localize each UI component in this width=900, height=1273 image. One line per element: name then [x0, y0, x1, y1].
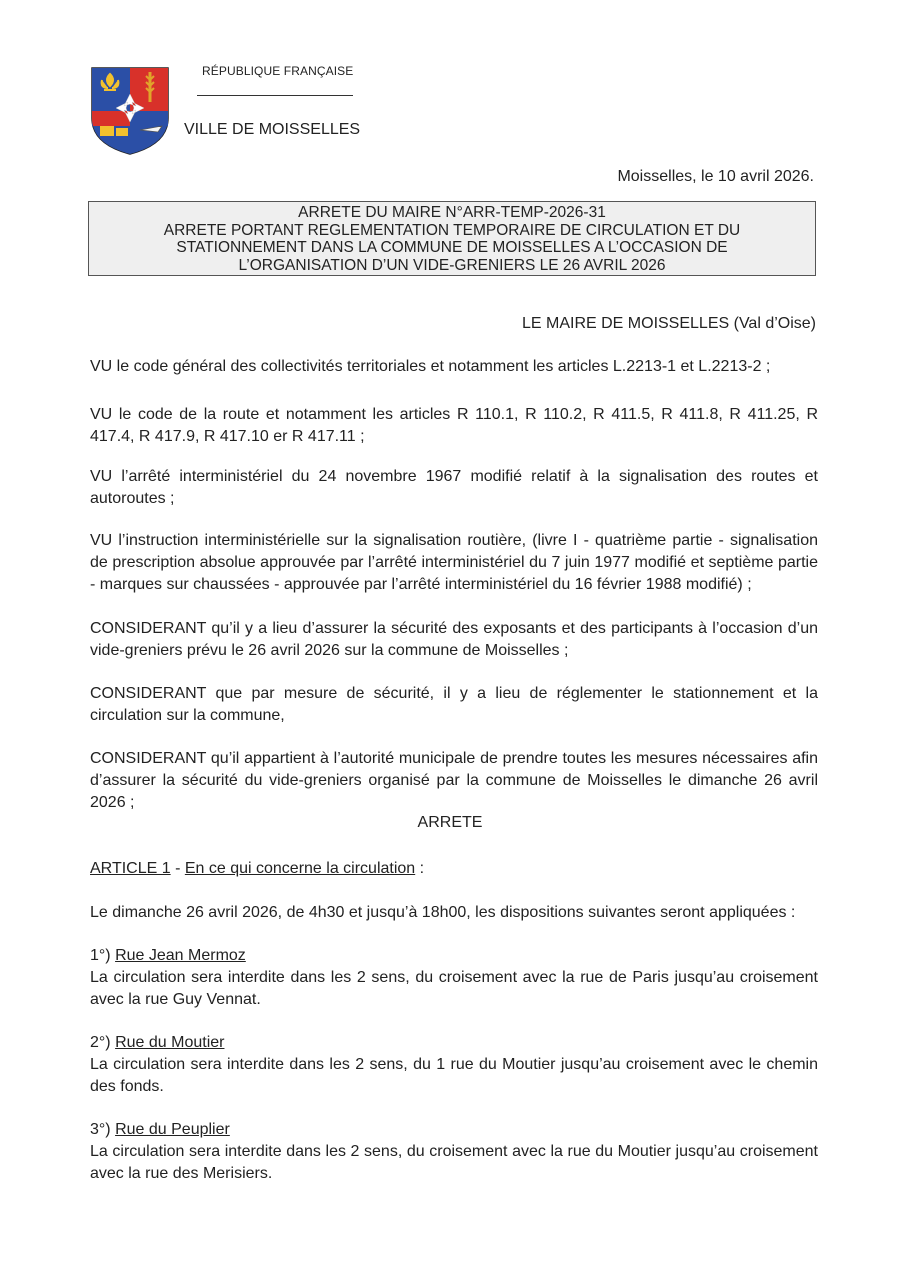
item-number: 3°)	[90, 1121, 111, 1138]
item-street: Rue Jean Mermoz	[115, 947, 246, 964]
ville-name: VILLE DE MOISSELLES	[184, 121, 361, 138]
republique-francaise: RÉPUBLIQUE FRANÇAISE	[202, 64, 354, 78]
consideration-paragraph: CONSIDERANT qu’il y a lieu d’assurer la sécurité des exposants et des participants à l’occasion d’un vide-greniers prévu le 26 avril 2026 sur la commune de Moisselles ;	[90, 620, 818, 659]
item-text: La circulation sera interdite dans les 2 sens, du 1 rue du Moutier jusqu’au croisement avec le chemin des fonds.	[90, 1056, 818, 1095]
arrete-heading: ARRETE	[417, 814, 483, 831]
item-text: La circulation sera interdite dans les 2 sens, du croisement avec la rue du Moutier jusqu’au croisement avec la rue des Merisiers.	[90, 1143, 818, 1182]
title-line: STATIONNEMENT DANS LA COMMUNE DE MOISSELLES A L’OCCASION DE	[176, 239, 728, 256]
title-line: ARRETE PORTANT REGLEMENTATION TEMPORAIRE DE CIRCULATION ET DU	[163, 221, 741, 239]
consideration-paragraph: VU l’arrêté interministériel du 24 novembre 1967 modifié relatif à la signalisation des routes et autoroutes ;	[90, 468, 818, 507]
article-item	[90, 1032, 818, 1098]
item-number: 2°)	[90, 1034, 111, 1051]
document-date: Moisselles, le 10 avril 2026.	[617, 168, 814, 185]
header-divider	[197, 95, 353, 96]
article-item	[90, 1119, 818, 1185]
article-1-subject: En ce qui concerne la circulation	[184, 860, 416, 877]
consideration-paragraph: VU l’instruction interministérielle sur la signalisation routière, (livre I - quatrième partie - signalisation de prescription absolue approuvée par l’arrêté interministériel du 7 juin 1977 modifié et septième partie - marques sur chaussées - approuvée par l’arrêté interministériel du 16 février 1988 modifié) ;	[90, 532, 818, 593]
article-separator: -	[170, 860, 185, 877]
consideration-paragraph: CONSIDERANT que par mesure de sécurité, il y a lieu de réglementer le stationnement et la circulation sur la commune,	[90, 685, 818, 724]
item-street: Rue du Moutier	[115, 1034, 225, 1051]
maire-heading: LE MAIRE DE MOISSELLES (Val d’Oise)	[521, 315, 816, 332]
consideration-paragraph: VU le code de la route et notamment les articles R 110.1, R 110.2, R 411.5, R 411.8, R 411.25, R 417.4, R 417.9, R 417.10 er R 417.11 ;	[90, 406, 818, 445]
coat-of-arms-icon	[90, 66, 170, 156]
item-street: Rue du Peuplier	[115, 1121, 230, 1138]
arrete-title-box	[88, 201, 816, 276]
consideration-paragraph: CONSIDERANT qu’il appartient à l’autorité municipale de prendre toutes les mesures nécessaires afin d’assurer la sécurité du vide-greniers organisé par la commune de Moisselles le dimanche 26 avril 2026 ;	[90, 750, 818, 811]
consideration-paragraph: VU le code général des collectivités territoriales et notamment les articles L.2213-1 et L.2213-2 ;	[90, 358, 771, 375]
item-number: 1°)	[90, 947, 111, 964]
article-1-intro: Le dimanche 26 avril 2026, de 4h30 et jusqu’à 18h00, les dispositions suivantes seront appliquées :	[90, 904, 796, 921]
article-1-heading	[90, 858, 818, 880]
item-text: La circulation sera interdite dans les 2 sens, du croisement avec la rue de Paris jusqu’au croisement avec la rue Guy Vennat.	[90, 969, 818, 1008]
title-line: ARRETE DU MAIRE N°ARR-TEMP-2026-31	[298, 204, 606, 221]
article-item	[90, 945, 818, 1011]
article-colon: :	[415, 860, 425, 877]
title-line: L’ORGANISATION D’UN VIDE-GRENIERS LE 26 AVRIL 2026	[238, 256, 666, 274]
article-1-label: ARTICLE 1	[90, 860, 171, 877]
